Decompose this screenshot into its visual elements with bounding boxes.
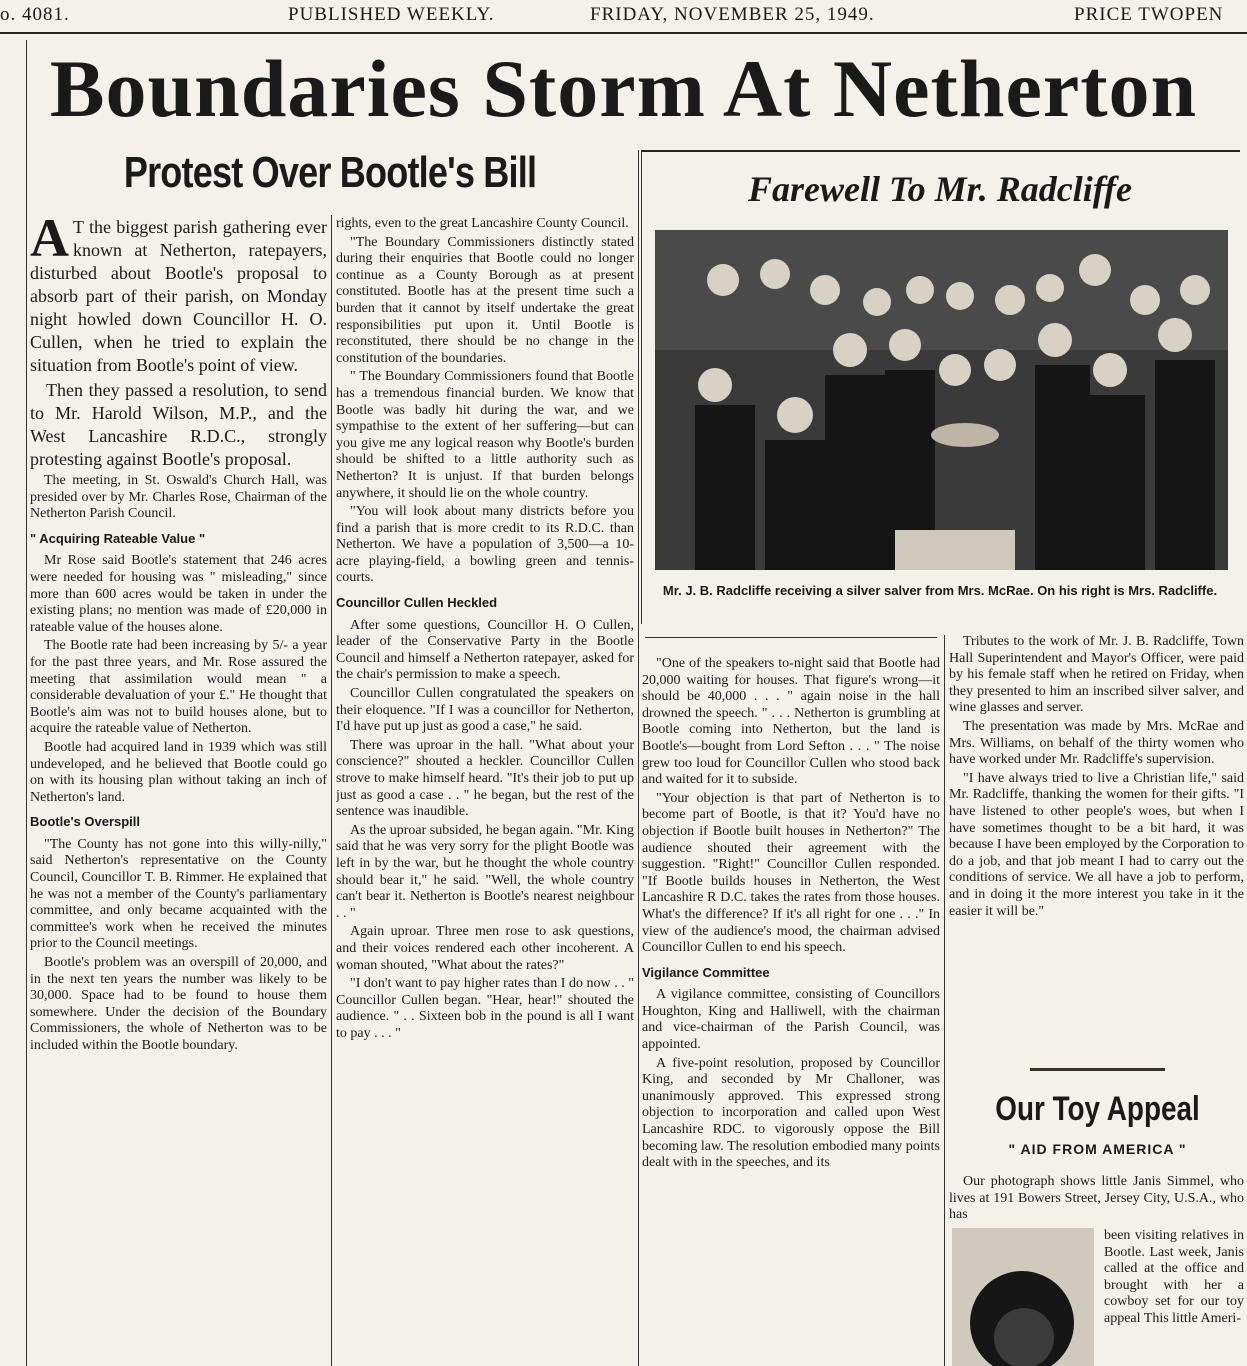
section-heading: Vigilance Committee (642, 964, 770, 980)
paragraph: "The Boundary Commissioners distinctly stated during their enquiries that Bootle could no longer continue as a County Borough as at present constituted. Bootle has at the present time such a burden that it cannot by itself undertake the great responsibilities put upon it. Until Bootle is reconstituted, there should be no change in the constitution of the boundaries. (336, 234, 634, 366)
paragraph: As the uproar subsided, he began again. "Mr. King said that he was very sorry for the plight Bootle was left in by the war, but he thought the whole country should bear it," he said. "Well, the whole country can't bear it. Netherton is Bootle's nearest neighbour . . " (336, 822, 634, 921)
photo-caption: Mr. J. B. Radcliffe receiving a silver salver from Mrs. McRae. On his right is Mrs. Radcliffe. (662, 583, 1218, 598)
paragraph: "Your objection is that part of Netherton is to become part of Bootle, is that it? You'd have no objection if Bootle built houses in Netherton?" The audience shouted their agreement with the suggestion. "Right!" Councillor Cullen responded. "If Bootle builds houses in Netherton, the West Lancashire R D.C. takes the rates from those houses. What's the difference? If it's all right for one . . ." In view of the audience's mood, the chairman advised Councillor Cullen to end his speech. (642, 790, 940, 956)
paragraph: Bootle's problem was an overspill of 20,000, and in the next ten years the number was likely to be 30,000. Space had to be found to house them somewhere. Under the decision of the Boundary Commissioners, the whole of Netherton was to be included within the Bootle boundary. (30, 955, 327, 1053)
farewell-title: Farewell To Mr. Radcliffe (747, 169, 1132, 209)
paragraph: Councillor Cullen congratulated the speakers on their eloquence. "If I was a councillor for Netherton, I'd have put up just as good a case," he said. (336, 686, 634, 735)
child-photo-illustration (952, 1228, 1094, 1366)
section-rule (645, 637, 937, 638)
paragraph: "I don't want to pay higher rates than I do now . . " Councillor Cullen began. "Hear, hear!" shouted the audience. " . . Sixteen bob in the pound is all I want to pay . . . " (336, 976, 634, 1041)
issue-date: FRIDAY, NOVEMBER 25, 1949. (590, 4, 875, 25)
toy-appeal-continued (1104, 1228, 1244, 1366)
paragraph: The Bootle rate had been increasing by 5/- a year for the past three years, and Mr. Rose assured the meeting that assimilation would mean " a considerable devaluation of your £." He thought that Bootle's aim was not to build houses alone, but to acquire the rateable value of Netherton. (30, 638, 327, 737)
paragraph: The meeting, in St. Oswald's Church Hall, was presided over by Mr. Charles Rose, Chairman of the Netherton Parish Council. (30, 473, 327, 522)
paragraph: After some questions, Councillor H. O Cullen, leader of the Conservative Party in the Bootle Council and himself a Netherton ratepayer, asked for the chair's permission to make a speech. (336, 617, 634, 683)
subheadline: Protest Over Bootle's Bill (123, 148, 537, 197)
photo-illustration (655, 230, 1228, 570)
section-heading: " Acquiring Rateable Value " (30, 530, 206, 546)
section-heading: Bootle's Overspill (30, 814, 141, 830)
paragraph: " The Boundary Commissioners found that Bootle has a tremendous financial burden. We know that Bootle was badly hit during the war, and we sympathise to the extent of her suffering—but can you give me any logical reason why Bootle's burden should be shifted to a little authority such as Netherton? It is unjust. If that burden belongs anywhere, it should lie on the whole country. (336, 369, 634, 501)
lead-text: T the biggest parish gathering ever known at Netherton, ratepayers, disturbed about Bootle's proposal to absorb part of their parish, on Monday night howled down Councillor H. O. Cullen, when he tried to explain the situation from Bootle's point of view. (30, 217, 327, 375)
left-border-rule (26, 40, 27, 1366)
paragraph: Then they passed a resolution, to send to Mr. Harold Wilson, M.P., and the West Lancashire R.D.C., strongly protesting against Bootle's proposal. (30, 380, 327, 469)
paragraph: "One of the speakers to-night said that Bootle had 20,000 waiting for houses. That figure's wrong—it should be 40,000 . . . " again noise in the hall drowned the speech. " . . . Netherton is grumbling at Bootle coming into Netherton, but the land is Bootle's—bought from Lord Sefton . . . " The noise grew too loud for Councillor Cullen who stood back and waited for it to subside. (642, 656, 940, 788)
section-heading: Councillor Cullen Heckled (336, 595, 498, 611)
masthead (0, 0, 1247, 34)
drop-cap: A (30, 216, 69, 268)
paragraph: "I have always tried to live a Christian life," said Mr. Radcliffe, thanking the women for their gifts. "I have listened to other people's woes, but when I have sometimes thought to be a bit hard, it was because I have been employed by the Corporation to do a job, and that job meant I had to carry out the conditions of service. We all have a job to perform, and in doing it the more interest you take in it the easier it will be." (949, 770, 1244, 919)
paragraph: The presentation was made by Mrs. McRae and Mrs. Williams, on behalf of the thirty women who have worked under Mr. Radcliffe's supervision. (949, 718, 1244, 768)
farewell-photo (655, 230, 1228, 570)
article-column-2 (336, 216, 634, 1366)
article-column-1 (30, 216, 327, 1366)
article-column-3 (642, 656, 940, 1366)
paragraph: A five-point resolution, proposed by Councillor King, and seconded by Mr Challoner, was unanimously approved. This expressed strong objection to incorporation and called upon West Lancashire RDC. to vigorously oppose the Bill becoming law. The resolution embodied many points dealt with in the speeches, and its (642, 1055, 940, 1171)
toy-divider (1030, 1068, 1165, 1071)
main-headline: Boundaries Storm At Netherton (49, 43, 1198, 134)
issue-number: o. 4081. (0, 4, 70, 25)
paragraph: "The County has not gone into this willy-nilly," said Netherton's representative on the County Council, Councillor T. B. Rimmer. He explained that he was not a member of the County's parliamentary committee, and only became acquainted with the committee's work when he received the minutes prior to the Council meetings. (30, 836, 327, 952)
paragraph: Mr Rose said Bootle's statement that 246 acres were needed for housing was " misleading," since more than 600 acres would be taken in under the existing plans; no mention was made of £20,000 in rateable value of the houses alone. (30, 553, 327, 635)
column-rule-2 (638, 150, 639, 1366)
toy-appeal-title: Our Toy Appeal (995, 1090, 1200, 1128)
paragraph: Again uproar. Three men rose to ask questions, and their voices rendered each other incoherent. A woman shouted, "What about the rates?" (336, 924, 634, 973)
lead-paragraph (30, 216, 327, 377)
column-rule-1 (331, 215, 332, 1366)
paragraph: There was uproar in the hall. "What about your conscience?" shouted a heckler. Councillor Cullen strove to make himself heard. "It's their job to put up just as good a case . . " he began, but the rest of the sentence was inaudible. (336, 737, 634, 820)
article-column-4 (949, 634, 1244, 1064)
toy-photo (952, 1228, 1094, 1366)
paragraph: rights, even to the great Lancashire County Council. (336, 216, 629, 231)
paragraph: been visiting relatives in Bootle. Last week, Janis called at the office and brought with her a cowboy set for our toy appeal This little Ameri- (1104, 1228, 1244, 1326)
column-rule-3 (944, 635, 945, 1366)
publication-frequency: PUBLISHED WEEKLY. (288, 4, 495, 25)
toy-appeal-intro (949, 1174, 1244, 1226)
paragraph: A vigilance committee, consisting of Councillors Houghton, King and Halliwell, with the chairman and vice-chairman of the Parish Council, was appointed. (642, 987, 940, 1053)
toy-appeal-subtitle: " AID FROM AMERICA " (1008, 1141, 1187, 1157)
paragraph: Bootle had acquired land in 1939 which was still undeveloped, and he believed that Bootle could go on with its housing plan without taking an inch of Netherton's land. (30, 739, 327, 805)
paragraph: "You will look about many districts before you find a parish that is more credit to its R.D.C. than Netherton. We have a population of 3,500—a 10-acre playing-field, a bowling green and tennis-courts. (336, 504, 634, 586)
paragraph: Tributes to the work of Mr. J. B. Radcliffe, Town Hall Superintendent and Mayor's Officer, were paid by his female staff when he retired on Friday, when they presented to him an inscribed silver salver, and wine glasses and server. (949, 634, 1244, 716)
paragraph: Our photograph shows little Janis Simmel, who lives at 191 Bowers Street, Jersey City, U.S.A., who has (949, 1174, 1244, 1223)
issue-price: PRICE TWOPEN (1074, 4, 1224, 25)
